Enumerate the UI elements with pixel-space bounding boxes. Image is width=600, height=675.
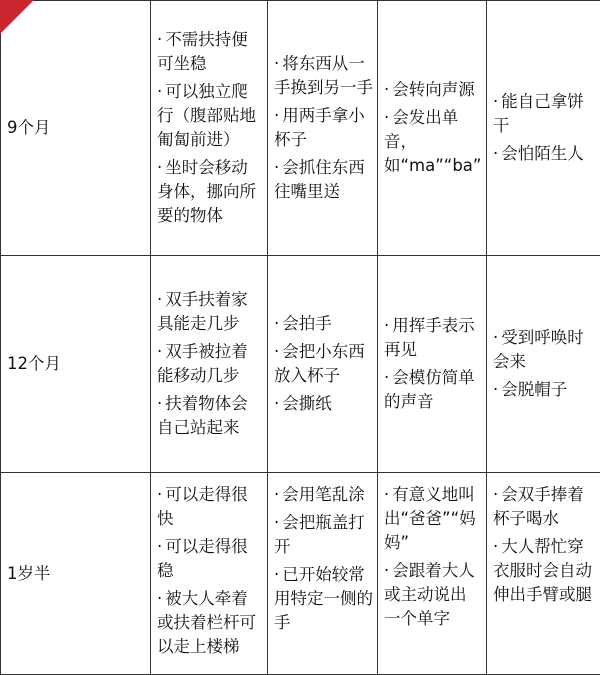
milestone-item bbox=[274, 156, 373, 204]
corner-ribbon bbox=[0, 0, 34, 34]
milestone-cell bbox=[268, 473, 378, 675]
milestone-text: 将东西从一手换到另一手 bbox=[274, 54, 373, 97]
bullet-mark: · bbox=[384, 316, 389, 335]
milestone-text: 大人帮忙穿衣服时会自动伸出手臂或腿 bbox=[493, 537, 592, 604]
milestone-item bbox=[157, 28, 263, 76]
milestone-text: 会怕陌生人 bbox=[501, 144, 584, 163]
milestone-text: 会把瓶盖打开 bbox=[274, 513, 365, 556]
milestone-item bbox=[493, 326, 596, 374]
bullet-mark: · bbox=[493, 537, 498, 556]
milestone-item bbox=[384, 559, 482, 631]
bullet-mark: · bbox=[384, 108, 389, 127]
milestone-text: 会转向声源 bbox=[392, 80, 475, 99]
table-row bbox=[1, 1, 600, 256]
milestone-text: 双手被拉着能移动几步 bbox=[157, 342, 248, 385]
milestone-item bbox=[274, 340, 373, 388]
bullet-mark: · bbox=[493, 328, 498, 347]
milestone-text: 被大人牵着或扶着栏杆可以走上楼梯 bbox=[157, 589, 256, 656]
bullet-mark: · bbox=[384, 368, 389, 387]
milestone-item bbox=[493, 142, 596, 166]
milestone-item bbox=[274, 483, 373, 507]
bullet-mark: · bbox=[274, 54, 279, 73]
bullet-mark: · bbox=[157, 589, 162, 608]
milestone-item bbox=[274, 104, 373, 152]
milestone-cell bbox=[151, 256, 268, 473]
milestone-item bbox=[384, 366, 482, 414]
bullet-mark: · bbox=[274, 394, 279, 413]
milestone-text: 用挥手表示再见 bbox=[384, 316, 475, 359]
milestone-item bbox=[384, 483, 482, 555]
milestone-cell bbox=[151, 1, 268, 256]
milestone-text: 会拍手 bbox=[282, 314, 332, 333]
bullet-mark: · bbox=[157, 30, 162, 49]
bullet-mark: · bbox=[493, 380, 498, 399]
bullet-mark: · bbox=[157, 290, 162, 309]
bullet-mark: · bbox=[384, 80, 389, 99]
bullet-mark: · bbox=[274, 342, 279, 361]
bullet-mark: · bbox=[274, 485, 279, 504]
bullet-mark: · bbox=[274, 106, 279, 125]
milestone-cell bbox=[378, 473, 487, 675]
milestone-text: 坐时会移动身体，挪向所要的物体 bbox=[157, 158, 256, 225]
milestone-item bbox=[157, 587, 263, 659]
bullet-mark: · bbox=[274, 513, 279, 532]
bullet-mark: · bbox=[274, 158, 279, 177]
milestone-text: 扶着物体会自己站起来 bbox=[157, 394, 248, 437]
milestone-text: 会双手捧着杯子喝水 bbox=[493, 485, 584, 528]
bullet-mark: · bbox=[493, 485, 498, 504]
milestone-text: 会把小东西放入杯子 bbox=[274, 342, 365, 385]
milestone-cell bbox=[378, 1, 487, 256]
milestone-item bbox=[384, 78, 482, 102]
milestone-text: 会脱帽子 bbox=[501, 380, 567, 399]
milestone-text: 有意义地叫出“爸爸”“妈妈” bbox=[384, 485, 476, 552]
milestone-text: 会用笔乱涂 bbox=[282, 485, 365, 504]
bullet-mark: · bbox=[157, 342, 162, 361]
milestone-item bbox=[274, 312, 373, 336]
bullet-mark: · bbox=[274, 314, 279, 333]
milestone-text: 会抓住东西往嘴里送 bbox=[274, 158, 365, 201]
milestone-cell bbox=[487, 256, 600, 473]
milestone-item bbox=[384, 314, 482, 362]
milestone-cell bbox=[268, 1, 378, 256]
milestone-item bbox=[493, 483, 596, 531]
age-cell: 12个月 bbox=[1, 256, 151, 473]
bullet-mark: · bbox=[384, 561, 389, 580]
milestone-text: 会跟着大人或主动说出一个单字 bbox=[384, 561, 475, 628]
milestone-item bbox=[157, 392, 263, 440]
milestone-item bbox=[274, 52, 373, 100]
bullet-mark: · bbox=[157, 158, 162, 177]
milestone-item bbox=[384, 106, 482, 178]
milestone-text: 会发出单音，如“ma”“ba” bbox=[384, 108, 481, 175]
bullet-mark: · bbox=[157, 394, 162, 413]
bullet-mark: · bbox=[274, 565, 279, 584]
milestone-text: 会撕纸 bbox=[282, 394, 332, 413]
bullet-mark: · bbox=[493, 144, 498, 163]
milestone-table-body bbox=[1, 1, 600, 675]
bullet-mark: · bbox=[157, 537, 162, 556]
milestone-text: 会模仿简单的声音 bbox=[384, 368, 475, 411]
bullet-mark: · bbox=[157, 485, 162, 504]
milestone-text: 可以独立爬行（腹部贴地匍匐前进） bbox=[157, 82, 256, 149]
milestone-text: 可以走得很稳 bbox=[157, 537, 248, 580]
milestone-cell bbox=[487, 1, 600, 256]
milestone-item bbox=[157, 288, 263, 336]
bullet-mark: · bbox=[384, 485, 389, 504]
milestone-text: 用两手拿小杯子 bbox=[274, 106, 365, 149]
milestone-text: 受到呼唤时会来 bbox=[493, 328, 584, 371]
milestone-cell bbox=[151, 473, 268, 675]
milestone-item bbox=[274, 511, 373, 559]
table-row bbox=[1, 473, 600, 675]
milestone-item bbox=[157, 80, 263, 152]
bullet-mark: · bbox=[157, 82, 162, 101]
milestone-item bbox=[493, 90, 596, 138]
milestone-item bbox=[274, 563, 373, 635]
milestone-item bbox=[157, 156, 263, 228]
milestone-item bbox=[157, 535, 263, 583]
milestone-cell bbox=[268, 256, 378, 473]
milestone-item bbox=[493, 535, 596, 607]
age-cell: 1岁半 bbox=[1, 473, 151, 675]
milestone-item bbox=[157, 483, 263, 531]
milestone-item bbox=[157, 340, 263, 388]
milestone-text: 已开始较常用特定一侧的手 bbox=[274, 565, 373, 632]
milestone-item bbox=[493, 378, 596, 402]
milestone-cell bbox=[378, 256, 487, 473]
table-row bbox=[1, 256, 600, 473]
milestone-text: 能自己拿饼干 bbox=[493, 92, 584, 135]
milestone-text: 双手扶着家具能走几步 bbox=[157, 290, 248, 333]
milestone-text: 可以走得很快 bbox=[157, 485, 248, 528]
milestone-item bbox=[274, 392, 373, 416]
age-cell: 9个月 bbox=[1, 1, 151, 256]
bullet-mark: · bbox=[493, 92, 498, 111]
milestone-text: 不需扶持便可坐稳 bbox=[157, 30, 248, 73]
milestone-cell bbox=[487, 473, 600, 675]
